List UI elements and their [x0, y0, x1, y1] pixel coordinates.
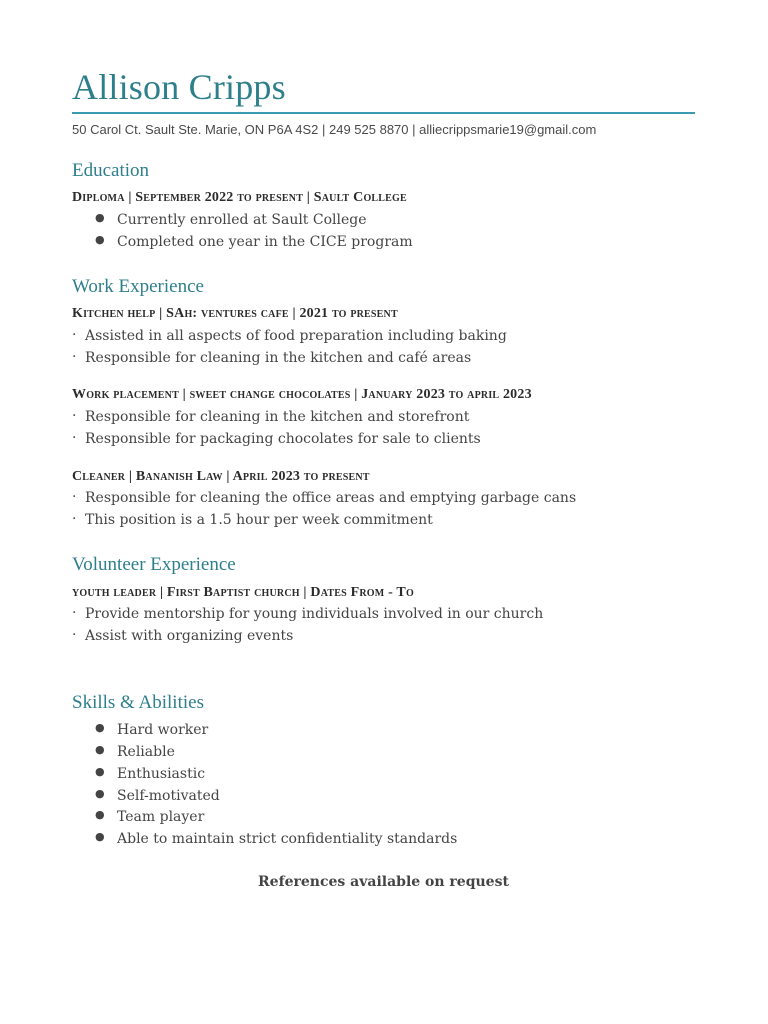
skills-heading: Skills & Abilities: [72, 692, 204, 713]
education-entry-heading: Diploma | September 2022 to present | Sault College: [72, 190, 407, 205]
contact-line: 50 Carol Ct. Sault Ste. Marie, ON P6A 4S2 | 249 525 8870 | alliecrippsmarie19@gmail.com: [72, 122, 597, 137]
work-bullet: · Responsible for cleaning the office areas and emptying garbage cans: [72, 489, 577, 506]
work-bullet: · Assisted in all aspects of food preparation including baking: [72, 327, 507, 344]
education-heading: Education: [72, 160, 150, 181]
skill-item: ● Reliable: [95, 743, 175, 760]
work-entry-heading: Kitchen help | SAh: ventures cafe | 2021 to present: [72, 306, 398, 321]
volunteer-bullet: · Provide mentorship for young individuals involved in our church: [72, 605, 544, 622]
references-note: References available on request: [258, 874, 509, 890]
work-bullet: · Responsible for cleaning in the kitchen and café areas: [72, 349, 472, 366]
skill-item: ● Team player: [95, 808, 205, 825]
candidate-name: Allison Cripps: [72, 67, 286, 107]
skill-item: ● Enthusiastic: [95, 765, 206, 782]
work-heading: Work Experience: [72, 276, 204, 297]
work-entry-heading: Work placement | sweet change chocolates | January 2023 to april 2023: [72, 387, 532, 402]
education-bullet: ● Currently enrolled at Sault College: [95, 211, 367, 228]
volunteer-entry-heading: youth leader | First Baptist church | Dates From - To: [72, 585, 414, 600]
skill-item: ● Able to maintain strict confidentiality standards: [95, 830, 458, 847]
skill-item: ● Self-motivated: [95, 787, 220, 804]
education-bullet: ● Completed one year in the CICE program: [95, 233, 413, 250]
work-bullet: · Responsible for packaging chocolates for sale to clients: [72, 430, 481, 447]
skill-item: ● Hard worker: [95, 721, 209, 738]
work-entry-heading: Cleaner | Bananish Law | April 2023 to present: [72, 469, 370, 484]
volunteer-bullet: · Assist with organizing events: [72, 627, 294, 644]
work-bullet: · Responsible for cleaning in the kitchen and storefront: [72, 408, 470, 425]
volunteer-heading: Volunteer Experience: [72, 554, 236, 575]
header-divider: [72, 112, 695, 114]
work-bullet: · This position is a 1.5 hour per week commitment: [72, 511, 433, 528]
